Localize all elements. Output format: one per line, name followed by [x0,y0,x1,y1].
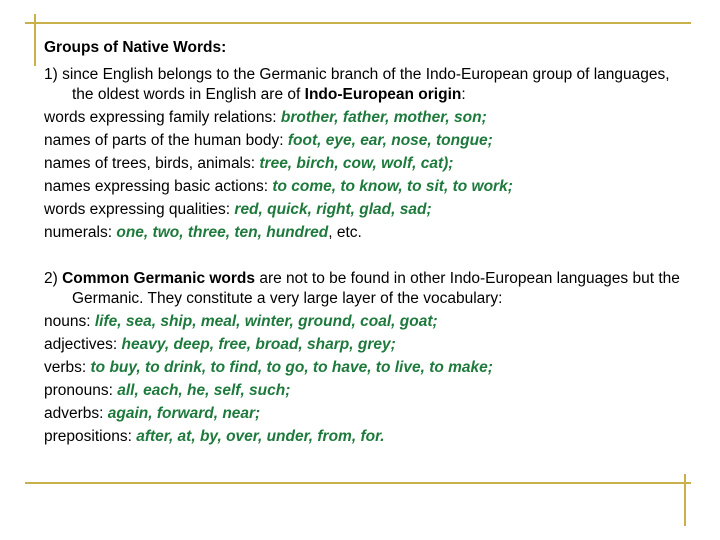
section1-row [44,177,684,197]
row-label: names expressing basic actions: [44,178,273,195]
section2-row [44,312,684,332]
row-label: words expressing family relations: [44,109,281,126]
row-tail: ; [426,201,432,218]
section2-intro-text: are not to be found in other Indo-European languages but the Germanic. They constitute a very large layer of the vocabulary: [72,270,680,307]
slide-title: Groups of Native Words: [44,39,227,56]
row-words: one, two, three, ten, hundred [116,224,329,241]
row-tail: ; [487,132,493,149]
row-label: adjectives: [44,336,122,353]
section2-row [44,335,684,355]
section-spacer [44,243,684,269]
section2-row [44,358,684,378]
row-tail: ; [390,336,396,353]
row-tail: ; [507,178,513,195]
slide-content [44,38,684,447]
section1-row [44,108,684,128]
row-label: names of parts of the human body: [44,132,288,149]
row-label: names of trees, birds, animals: [44,155,260,172]
section1-intro-text: 1) since English belongs to the Germanic branch of the Indo-European group of languages, the oldest words in English are of [44,66,670,103]
frame-line-right [684,474,686,526]
row-tail: ; [481,109,487,126]
section1-intro [44,65,684,105]
section1-row [44,200,684,220]
section2-bold: Common Germanic words [62,270,256,287]
section1-intro-bold: Indo-European origin [304,86,462,103]
section1-row [44,131,684,151]
row-words: after, at, by, over, under, from, for. [136,428,385,445]
row-label: prepositions: [44,428,137,445]
row-tail: ; [487,359,493,376]
row-words: foot, eye, ear, nose, tongue [287,132,488,149]
section1-intro-end: : [461,86,466,103]
section1-row [44,223,684,243]
row-words: all, each, he, self, such; [117,382,291,399]
section2-num: 2) [44,270,63,287]
row-words: brother, father, mother, son [280,109,482,126]
row-label: pronouns: [44,382,118,399]
section1-row [44,154,684,174]
row-words: to buy, to drink, to find, to go, to have, to live, to make [90,359,488,376]
section2-row [44,404,684,424]
row-words: again, forward, near; [107,405,261,422]
row-words: heavy, deep, free, broad, sharp, grey [121,336,391,353]
section2-row [44,381,684,401]
row-words: tree, birch, cow, wolf, cat) [259,155,449,172]
row-words: red, quick, right, glad, sad [234,201,427,218]
row-label: numerals: [44,224,117,241]
section2-intro [44,269,684,309]
row-label: nouns: [44,313,95,330]
row-words: life, sea, ship, meal, winter, ground, coal, goat [94,313,433,330]
row-label: verbs: [44,359,91,376]
row-label: words expressing qualities: [44,201,235,218]
row-tail: ; [432,313,438,330]
section2-row [44,427,684,447]
row-label: adverbs: [44,405,108,422]
row-tail: ; [448,155,454,172]
frame-line-top [25,22,691,24]
row-words: to come, to know, to sit, to work [272,178,508,195]
frame-line-bottom [25,482,691,484]
row-tail: , etc. [328,224,362,241]
